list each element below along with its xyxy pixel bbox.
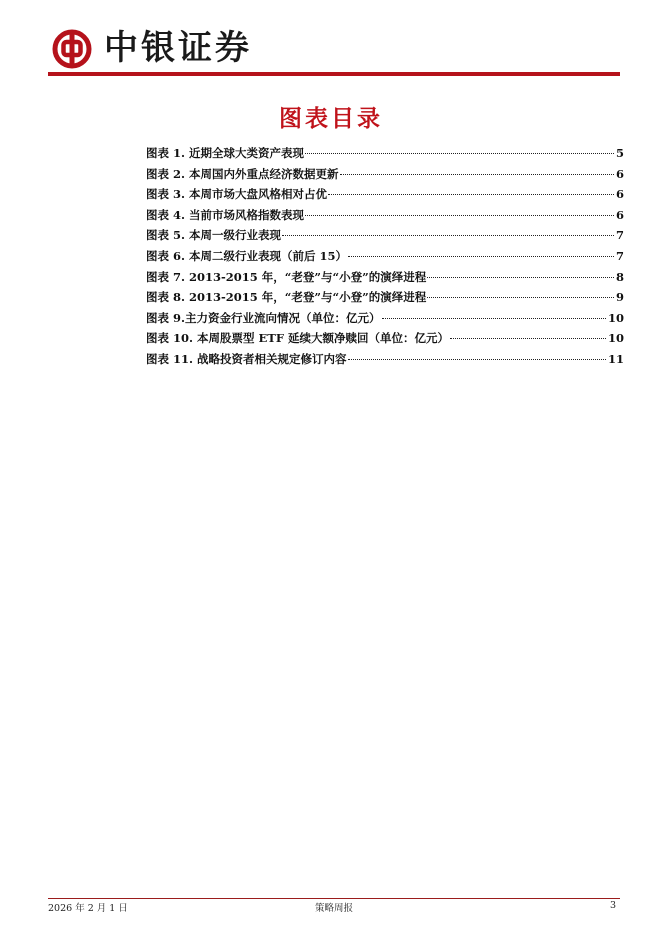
toc-entry-label: 图表 5. 本周一级行业表现 (146, 228, 282, 243)
toc-dot-leader (305, 215, 614, 216)
brand-name: 中银证券 (104, 28, 252, 68)
toc-entry-page: 11 (607, 351, 624, 366)
toc-entry[interactable] (146, 145, 624, 166)
toc-entry-page: 7 (615, 248, 624, 263)
toc-entry-page: 6 (615, 207, 624, 222)
toc-dot-leader (328, 194, 614, 195)
toc-dot-leader (427, 277, 614, 278)
toc-entry[interactable] (146, 310, 624, 331)
toc-entry[interactable] (146, 330, 624, 351)
toc-entry-page: 9 (615, 290, 624, 305)
toc-entry-page: 10 (607, 310, 624, 325)
toc-entry-page: 6 (615, 187, 624, 202)
header-rule (48, 72, 620, 76)
toc-dot-leader (340, 174, 614, 175)
toc-list (146, 145, 624, 372)
toc-entry-page: 7 (615, 228, 624, 243)
toc-entry-page: 8 (615, 269, 624, 284)
toc-entry-page: 5 (615, 146, 624, 160)
toc-entry-label: 图表 7. 2013-2015 年，“老登”与“小登”的演绎进程 (146, 269, 427, 284)
toc-entry[interactable] (146, 289, 624, 310)
footer-date: 2026 年 2 月 1 日 (48, 903, 128, 914)
toc-entry-label: 图表 11. 战略投资者相关规定修订内容 (146, 351, 347, 366)
toc-entry[interactable] (146, 166, 624, 187)
footer-rule (48, 898, 620, 899)
toc-dot-leader (282, 235, 614, 236)
toc-entry-page: 6 (615, 166, 624, 181)
toc-entry-page: 10 (607, 331, 624, 346)
toc-entry-label: 图表 10. 本周股票型 ETF 延续大额净赎回（单位：亿元） (146, 331, 450, 346)
toc-entry-label: 图表 1. 近期全球大类资产表现 (146, 146, 305, 160)
toc-entry-label: 图表 3. 本周市场大盘风格相对占优 (146, 187, 328, 202)
page-header (0, 0, 662, 80)
toc-title: 图表目录 (279, 106, 383, 132)
toc-entry-label: 图表 4. 当前市场风格指数表现 (146, 207, 305, 222)
toc-entry[interactable] (146, 207, 624, 228)
toc-dot-leader (427, 297, 614, 298)
toc-entry-label: 图表 9.主力资金行业流向情况（单位：亿元） (146, 310, 381, 325)
toc-dot-leader (450, 338, 606, 339)
toc-entry-label: 图表 6. 本周二级行业表现（前后 15） (146, 248, 348, 263)
toc-entry[interactable] (146, 227, 624, 248)
page-footer (48, 900, 620, 916)
toc-dot-leader (382, 318, 606, 319)
bank-of-china-logo-icon (52, 29, 92, 69)
toc-dot-leader (348, 256, 614, 257)
toc-entry[interactable] (146, 248, 624, 269)
toc-entry[interactable] (146, 269, 624, 290)
toc-entry[interactable] (146, 351, 624, 372)
toc-entry-label: 图表 2. 本周国内外重点经济数据更新 (146, 166, 339, 181)
footer-page-number: 3 (609, 900, 616, 911)
toc-dot-leader (348, 359, 606, 360)
footer-report-type: 策略周报 (314, 903, 353, 914)
toc-entry[interactable] (146, 186, 624, 207)
toc-dot-leader (305, 153, 614, 154)
toc-entry-label: 图表 8. 2013-2015 年，“老登”与“小登”的演绎进程 (146, 290, 427, 305)
